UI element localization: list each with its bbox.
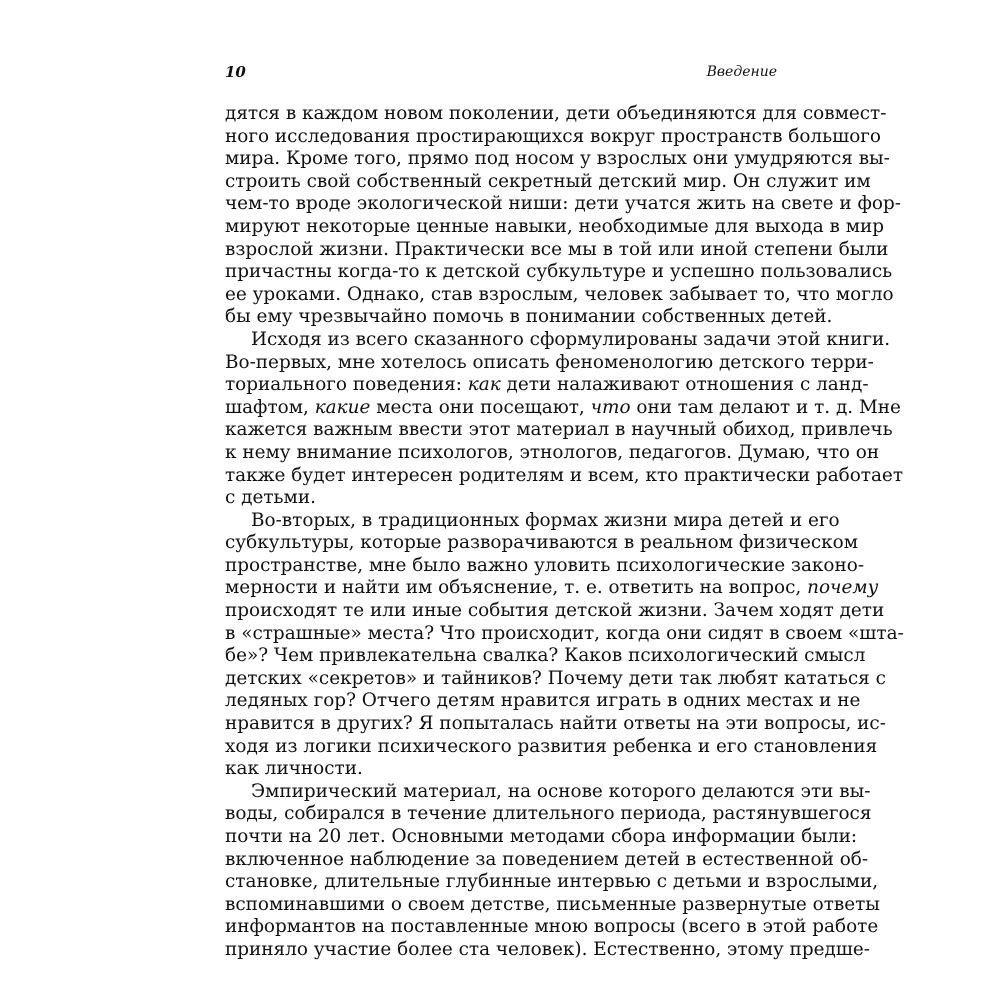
- text-segment: Во-первых, мне хотелось описать феноменологию детского терри-: [225, 351, 874, 373]
- text-line: [225, 374, 869, 397]
- text-line: [225, 577, 879, 600]
- text-line: [225, 441, 880, 465]
- text-line: [225, 396, 901, 420]
- text-line: [225, 509, 840, 533]
- text-line: [225, 735, 878, 759]
- text-segment: чем-то вроде экологической ниши: дети учатся жить на свете и фор-: [225, 193, 901, 215]
- text-segment: Исходя из всего сказанного сформулированы задачи этой книги.: [251, 328, 891, 350]
- text-line: [225, 667, 886, 691]
- text-segment: места они посещают,: [370, 396, 591, 418]
- text-segment: они там делают и т. д. Мне: [630, 396, 901, 418]
- text-segment: с детьми.: [225, 487, 316, 509]
- text-line: [225, 170, 871, 194]
- text-line: [225, 283, 894, 307]
- text-segment: почти на 20 лет. Основными методами сбора информации были:: [225, 826, 858, 847]
- text-segment: дети налаживают отношения с ланд-: [500, 374, 869, 396]
- text-segment: мира. Кроме того, прямо под носом у взрослых они умудряются вы-: [225, 148, 890, 170]
- text-segment: кажется важным ввести этот материал в научный обиход, привлечь: [225, 419, 893, 441]
- text-segment: ее уроками. Однако, став взрослым, человек забывает то, что могло: [225, 283, 894, 305]
- text-line: [225, 713, 886, 736]
- text-segment: как личности.: [225, 758, 363, 780]
- text-segment: дятся в каждом новом поколении, дети объединяются для совмест-: [225, 103, 887, 124]
- text-segment: взрослой жизни. Практически все мы в той или иной степени были: [225, 238, 889, 260]
- text-line: [225, 238, 889, 262]
- text-line: [225, 893, 880, 917]
- section-title: Введение: [706, 64, 777, 80]
- text-segment: информантов на поставленные мною вопросы (всего в этой работе: [225, 916, 879, 938]
- text-segment: к нему внимание психологов, этнологов, педагогов. Думаю, что он: [225, 441, 880, 463]
- text-line: [225, 645, 866, 668]
- text-segment: вспоминавшими о своем детстве, письменные развернутые ответы: [225, 893, 880, 915]
- text-segment: детских «секретов» и тайников? Почему дети так любят кататься с: [225, 667, 886, 689]
- text-segment: Во-вторых, в традиционных формах жизни мира детей и его: [251, 509, 840, 531]
- text-line: [225, 193, 901, 216]
- text-line: [225, 532, 858, 555]
- text-segment: субкультуры, которые разворачиваются в реальном физическом: [225, 532, 858, 554]
- text-line: [225, 600, 885, 623]
- text-segment: бе»? Чем привлекательна свалка? Каков психологический смысл: [225, 645, 866, 667]
- text-segment: происходят те или иные события детской жизни. Зачем ходят дети: [225, 600, 885, 622]
- text-line: [225, 464, 903, 488]
- text-line: [225, 758, 777, 781]
- text-segment: включенное наблюдение за поведением детей в естественной об-: [225, 848, 869, 870]
- text-line: [225, 215, 885, 239]
- text-line: [225, 328, 891, 352]
- text-line: [225, 419, 893, 442]
- text-line: [225, 916, 879, 939]
- text-segment: строить свой собственный секретный детский мир. Он служит им: [225, 170, 871, 192]
- text-line: [225, 803, 872, 826]
- page-number: 10: [225, 63, 246, 81]
- text-segment: Эмпирический материал, на основе которого делаются эти вы-: [251, 780, 871, 802]
- text-line: [225, 690, 861, 713]
- text-line: [225, 261, 893, 284]
- text-segment: мерности и найти им объяснение, т. е. ответить на вопрос,: [225, 577, 808, 599]
- text-line: [225, 871, 879, 894]
- text-segment: шафтом,: [225, 396, 315, 418]
- text-line: [225, 351, 874, 375]
- text-line: [225, 826, 858, 849]
- text-line: [225, 554, 865, 578]
- text-segment: в «страшные» места? Что происходит, когда они сидят в своем «шта-: [225, 622, 904, 644]
- text-line: [225, 848, 869, 872]
- text-segment: пространстве, мне было важно уловить психологические законо-: [225, 554, 865, 576]
- text-segment: также будет интересен родителям и всем, кто практически работает: [225, 464, 903, 486]
- body-text: [225, 103, 904, 962]
- text-segment: мируют некоторые ценные навыки, необходимые для выхода в мир: [225, 215, 885, 237]
- text-line: [225, 938, 870, 962]
- text-segment: причастны когда-то к детской субкультуре и успешно пользовались: [225, 261, 893, 283]
- text-line: [225, 487, 777, 510]
- emphasized-word: как: [467, 374, 501, 396]
- text-segment: ториального поведения:: [225, 374, 468, 396]
- text-line: [225, 148, 890, 171]
- text-line: [225, 780, 871, 804]
- emphasized-word: почему: [807, 577, 879, 599]
- text-segment: ного исследования простирающихся вокруг пространств большого: [225, 125, 881, 147]
- text-segment: ходя из логики психического развития ребенка и его становления: [225, 735, 878, 757]
- text-segment: приняло участие более ста человек). Естественно, этому предше-: [225, 938, 870, 960]
- text-line: [225, 622, 904, 646]
- text-segment: становке, длительные глубинные интервью с детьми и взрослыми,: [225, 871, 879, 893]
- text-segment: нравится в других? Я попыталась найти ответы на эти вопросы, ис-: [225, 713, 886, 735]
- text-segment: ледяных гор? Отчего детям нравится играть в одних местах и не: [225, 690, 861, 712]
- text-line: [225, 306, 833, 329]
- text-segment: воды, собирался в течение длительного периода, растянувшегося: [225, 803, 872, 825]
- running-head: [225, 63, 777, 85]
- text-segment: бы ему чрезвычайно помочь в понимании собственных детей.: [225, 306, 833, 328]
- text-line: [225, 125, 881, 149]
- text-line: [225, 103, 887, 126]
- emphasized-word: что: [590, 396, 631, 418]
- emphasized-word: какие: [314, 396, 371, 418]
